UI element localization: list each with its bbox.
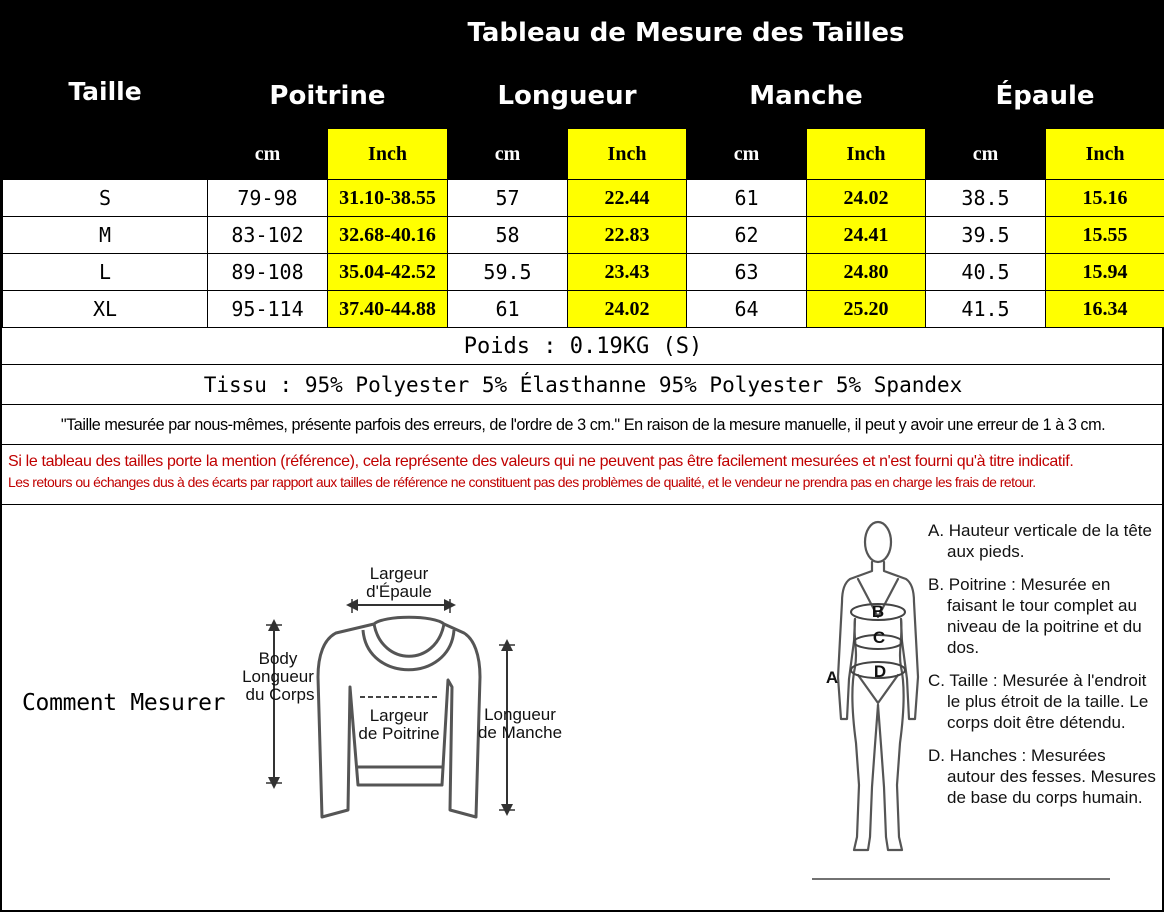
unit-inch-header: Inch [807, 129, 926, 180]
chest-label-2: de Poitrine [358, 724, 440, 743]
poitrine-inch-cell: 32.68-40.16 [328, 217, 448, 254]
group-header-longueur: Longueur [448, 63, 687, 129]
manche-inch-cell: 25.20 [807, 291, 926, 328]
body-label-3: du Corps [245, 685, 315, 704]
epaule-inch-cell: 15.94 [1046, 254, 1164, 291]
manche-inch-cell: 24.02 [807, 180, 926, 217]
measurement-legend [928, 520, 1158, 820]
size-cell: L [3, 254, 208, 291]
unit-inch-header: Inch [568, 129, 687, 180]
weight-line: Poids : 0.19KG (S) [2, 328, 1164, 365]
unit-cm-header: cm [448, 129, 568, 180]
legend-item-d: D. Hanches : Mesurées autour des fesses. Mesures de base du corps humain. [928, 746, 1156, 807]
table-row [3, 217, 1164, 254]
longueur-cm-cell: 58 [448, 217, 568, 254]
poitrine-cm-cell: 95-114 [208, 291, 328, 328]
fabric-line: Tissu : 95% Polyester 5% Élasthanne 95% Polyester 5% Spandex [2, 365, 1164, 405]
body-label-2: Longueur [242, 667, 314, 686]
group-header-poitrine: Poitrine [208, 63, 448, 129]
chest-label-1: Largeur [369, 706, 429, 725]
size-cell: XL [3, 291, 208, 328]
longueur-inch-cell: 22.83 [568, 217, 687, 254]
poitrine-cm-cell: 89-108 [208, 254, 328, 291]
longueur-cm-cell: 59.5 [448, 254, 568, 291]
sleeve-label-1: Longueur [484, 705, 556, 724]
size-cell: M [3, 217, 208, 254]
manche-cm-cell: 63 [687, 254, 807, 291]
epaule-cm-cell: 38.5 [926, 180, 1046, 217]
longueur-cm-cell: 57 [448, 180, 568, 217]
marker-b: B [871, 602, 885, 621]
epaule-inch-cell: 16.34 [1046, 291, 1164, 328]
unit-cm-header: cm [926, 129, 1046, 180]
shoulder-label-2: d'Épaule [366, 582, 432, 601]
longueur-inch-cell: 22.44 [568, 180, 687, 217]
unit-inch-header: Inch [328, 129, 448, 180]
table-row [3, 291, 1164, 328]
body-label-1: Body [258, 649, 298, 668]
group-header-manche: Manche [687, 63, 926, 129]
manche-cm-cell: 61 [687, 180, 807, 217]
warning-line-1: Si le tableau des tailles porte la mention (référence), cela représente des valeurs qui ne peuvent pas être facilement mesurées et n'est fourni qu'à titre indicatif. [8, 453, 1074, 470]
longueur-inch-cell: 23.43 [568, 254, 687, 291]
table-row [3, 180, 1164, 217]
table-title: Tableau de Mesure des Tailles [208, 3, 1164, 63]
poitrine-cm-cell: 79-98 [208, 180, 328, 217]
epaule-cm-cell: 41.5 [926, 291, 1046, 328]
manche-inch-cell: 24.80 [807, 254, 926, 291]
manche-cm-cell: 62 [687, 217, 807, 254]
group-header-epaule: Épaule [926, 63, 1164, 129]
poitrine-inch-cell: 31.10-38.55 [328, 180, 448, 217]
legend-item-c: C. Taille : Mesurée à l'endroit le plus étroit de la taille. Le corps doit être détendu. [928, 671, 1149, 732]
marker-c: C [872, 628, 886, 647]
shoulder-label-1: Largeur [369, 564, 429, 583]
epaule-cm-cell: 39.5 [926, 217, 1046, 254]
size-cell: S [3, 180, 208, 217]
sleeve-label-2: de Manche [477, 723, 563, 742]
measurement-note: "Taille mesurée par nous-mêmes, présente parfois des erreurs, de l'ordre de 3 cm." En raison de la mesure manuelle, il peut y avoir une erreur de 1 à 3 cm. [2, 405, 1164, 445]
marker-a: A [825, 668, 839, 687]
how-to-measure-title: Comment Mesurer [22, 690, 226, 716]
epaule-cm-cell: 40.5 [926, 254, 1046, 291]
size-table [2, 2, 1164, 328]
poitrine-inch-cell: 35.04-42.52 [328, 254, 448, 291]
legend-item-a: A. Hauteur verticale de la tête aux pieds. [928, 521, 1152, 561]
manche-cm-cell: 64 [687, 291, 807, 328]
unit-cm-header: cm [208, 129, 328, 180]
epaule-inch-cell: 15.55 [1046, 217, 1164, 254]
legend-item-b: B. Poitrine : Mesurée en faisant le tour complet au niveau de la poitrine et du dos. [928, 575, 1142, 657]
manche-inch-cell: 24.41 [807, 217, 926, 254]
unit-inch-header: Inch [1046, 129, 1164, 180]
longueur-cm-cell: 61 [448, 291, 568, 328]
reference-warning [2, 445, 1164, 505]
unit-cm-header: cm [687, 129, 807, 180]
poitrine-cm-cell: 83-102 [208, 217, 328, 254]
longueur-inch-cell: 24.02 [568, 291, 687, 328]
body-figure [838, 522, 918, 850]
warning-line-2: Les retours ou échanges dus à des écarts par rapport aux tailles de référence ne constituent pas des problèmes de qualité, et le vendeur ne prendra pas en charge les frais de retour. [8, 474, 1036, 490]
epaule-inch-cell: 15.16 [1046, 180, 1164, 217]
marker-d: D [873, 662, 887, 681]
poitrine-inch-cell: 37.40-44.88 [328, 291, 448, 328]
table-row [3, 254, 1164, 291]
size-header: Taille [3, 3, 208, 180]
